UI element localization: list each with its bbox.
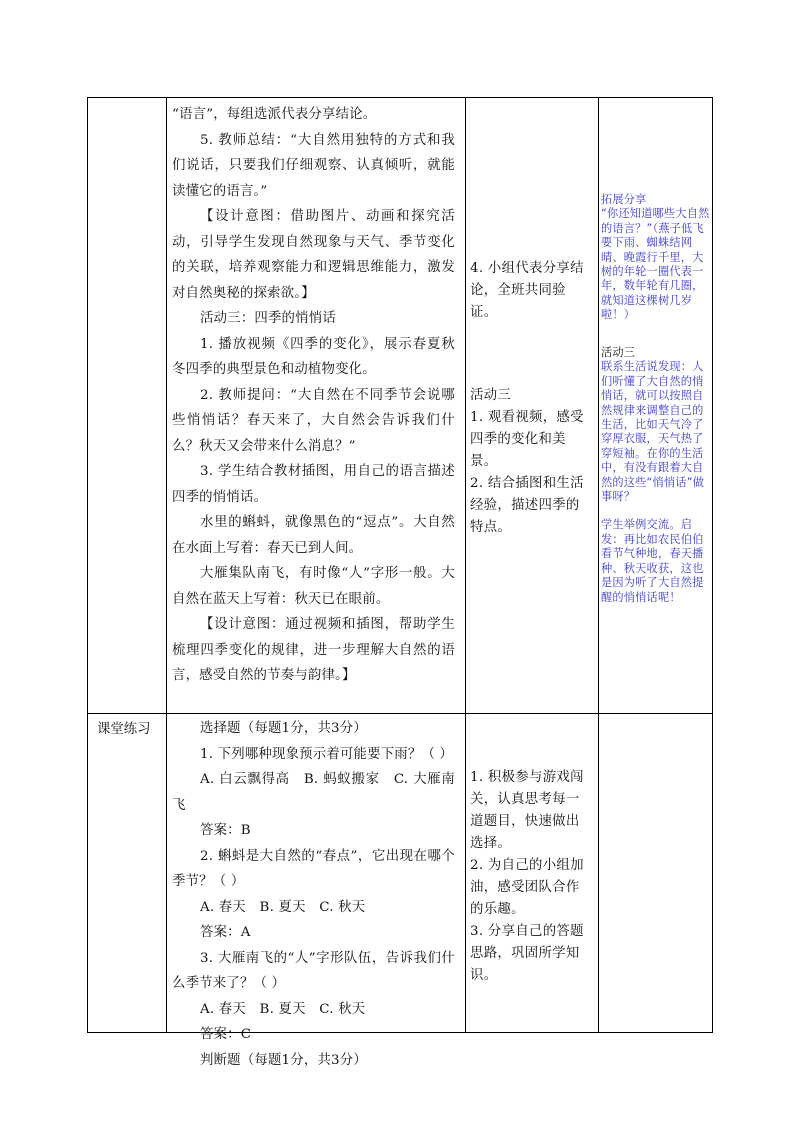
paragraph: 1. 积极参与游戏闯关，认真思考每一道题目，快速做出选择。 [470, 770, 584, 851]
annotation-text: 学生举例交流。启发：再比如农民伯伯看节气种地，春天播种、秋天收获，这也是因为听了大自然提醒的悄悄话呢！ [601, 518, 704, 604]
col-rule-5 [712, 97, 713, 1033]
teaching-process-cell [172, 102, 463, 689]
annotation-heading: 拓展分享 [601, 193, 647, 206]
quiz-options: A. 春天 B. 夏天 C. 秋天 [200, 899, 366, 915]
paragraph: 5. 教师总结：“大自然用独特的方式和我们说话，只要我们仔细观察、认真倾听，就能读懂它的语言。” [172, 132, 455, 199]
quiz-answer: 答案：B [200, 823, 251, 838]
paragraph: 水里的蝌蚪，就像黑色的“逗点”。大自然在水面上写着：春天已到人间。 [172, 515, 455, 556]
student-activity-cell-act3 [470, 385, 596, 539]
quiz-options: A. 白云飘得高 B. 蚂蚁搬家 C. 大雁南飞 [172, 772, 455, 813]
col-rule-2 [166, 97, 167, 1033]
annotation-cell-act3 [601, 346, 711, 605]
quiz-answer: 答案：A [200, 925, 251, 940]
quiz-heading: 选择题（每题1分，共3分） [200, 721, 367, 736]
paragraph: 2. 教师提问：“大自然在不同季节会说哪些悄悄话？春天来了，大自然会告诉我们什么？秋天又会带来什么消息？” [172, 387, 455, 454]
paragraph: 1. 观看视频，感受四季的变化和美景。 [470, 410, 584, 469]
paragraph: 3. 学生结合教材插图，用自己的语言描述四季的悄悄话。 [172, 464, 455, 505]
quiz-answer: 答案：C [200, 1027, 252, 1042]
table-top-rule [87, 97, 713, 98]
quiz-cell [172, 716, 463, 1073]
paragraph: 2. 为自己的小组加油，感受团队合作的乐趣。 [470, 858, 584, 917]
section-label: 课堂练习 [97, 722, 151, 737]
annotation-text: “你还知道哪些大自然的语言？”（燕子低飞要下雨、蜘蛛结网晴、晚霞行千里，大树的年轮一圈代表一年，数年轮有几圈，就知道这棵树几岁啦！） [601, 207, 710, 322]
quiz-question: 1. 下列哪种现象预示着可能要下雨？（ ） [200, 746, 454, 762]
paragraph: 4. 小组代表分享结论，全班共同验证。 [470, 261, 584, 320]
row-divider [87, 713, 713, 714]
activity-heading: 活动三 [470, 388, 512, 403]
paragraph: 大雁集队南飞，有时像“人”字形一般。大自然在蓝天上写着：秋天已在眼前。 [172, 566, 455, 607]
paragraph: 1. 播放视频《四季的变化》，展示春夏秋冬四季的典型景色和动植物变化。 [172, 336, 455, 377]
annotation-text: 联系生活说发现：人们听懂了大自然的悄悄话，就可以按照自然规律来调整自己的生活，比如天气冷了穿厚衣服，天气热了穿短袖。在你的生活中，有没有跟着大自然的这些“悄悄话”做事呀？ [601, 360, 705, 504]
col-rule-1 [87, 97, 88, 1033]
student-activity-cell [470, 258, 596, 324]
annotation-cell [601, 193, 711, 323]
design-intent-paragraph: 【设计意图：通过视频和插图，帮助学生梳理四季变化的规律，进一步理解大自然的语言，感受自然的节奏与韵律。】 [172, 617, 455, 683]
quiz-heading: 判断题（每题1分，共3分） [200, 1052, 367, 1068]
col-rule-3 [465, 97, 466, 1033]
quiz-student-activity-cell [470, 767, 596, 987]
quiz-question: 3. 大雁南飞的“人”字形队伍，告诉我们什么季节来了？（ ） [172, 950, 455, 991]
quiz-question: 2. 蝌蚪是大自然的“春点”，它出现在哪个季节？（ ） [172, 848, 455, 889]
paragraph: 3. 分享自己的答题思路，巩固所学知识。 [470, 924, 584, 983]
activity-heading: 活动三：四季的悄悄话 [200, 311, 336, 326]
design-intent-paragraph: 【设计意图：借助图片、动画和探究活动，引导学生发现自然现象与天气、季节变化的关联，培养观察能力和逻辑思维能力，激发对自然奥秘的探索欲。】 [172, 209, 455, 301]
annotation-heading: 活动三 [601, 346, 636, 359]
paragraph: 2. 结合插图和生活经验，描述四季的特点。 [470, 476, 584, 535]
paragraph: “语言”，每组选派代表分享结论。 [172, 107, 377, 122]
col-rule-4 [598, 97, 599, 1033]
quiz-options: A. 春天 B. 夏天 C. 秋天 [200, 1001, 366, 1017]
